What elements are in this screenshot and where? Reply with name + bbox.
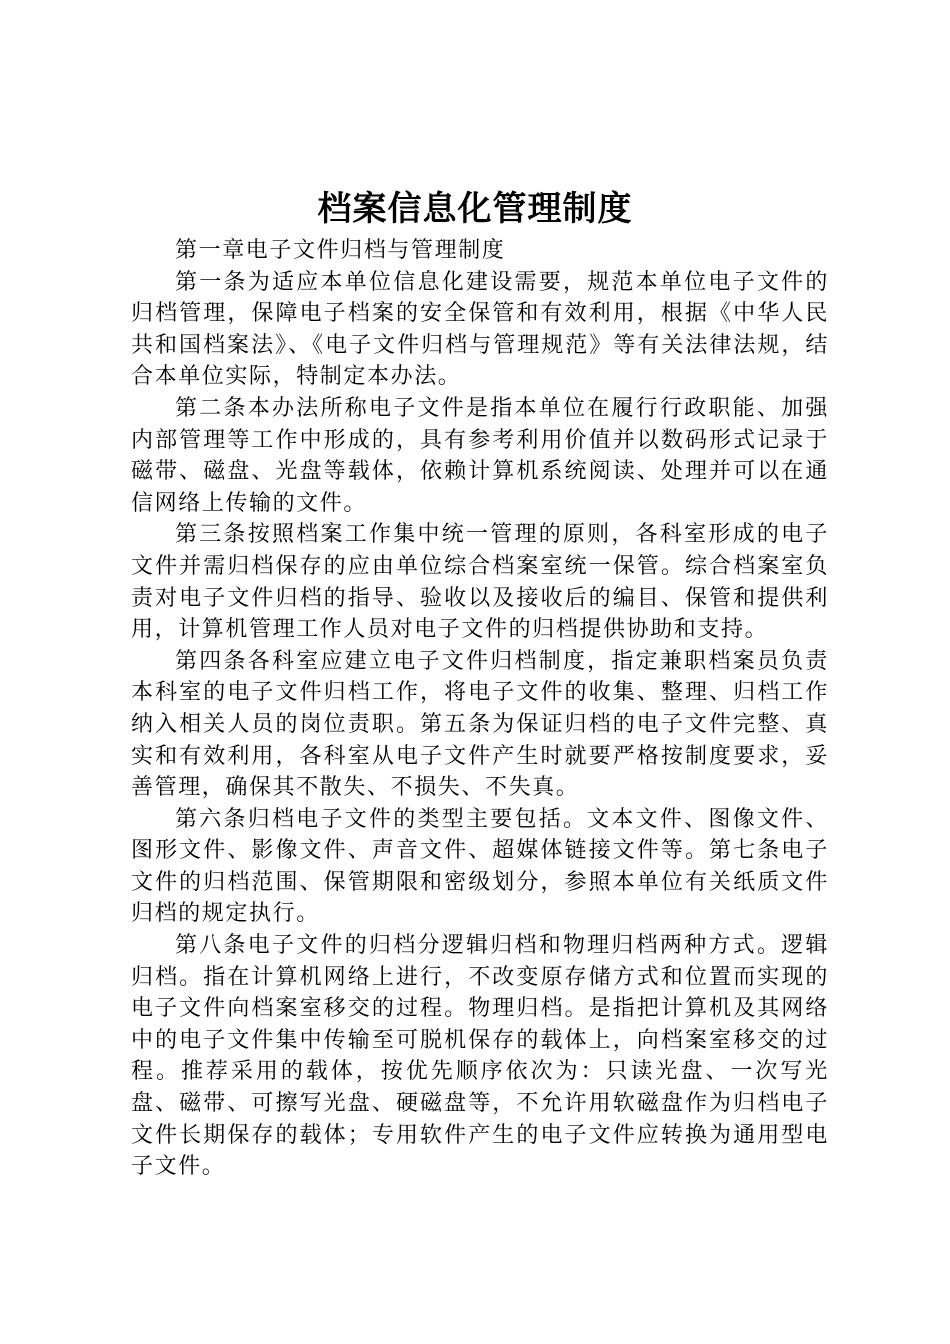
article-paragraph: 第四条各科室应建立电子文件归档制度，指定兼职档案员负责本科室的电子文件归档工作，将电子文件的收集、整理、归档工作纳入相关人员的岗位责职。第五条为保证归档的电子文件完整、真实和有效利用，各科室从电子文件产生时就要严格按制度要求，妥善管理，确保其不散失、不损失、不失真。 — [131, 648, 829, 801]
article-paragraph: 第六条归档电子文件的类型主要包括。文本文件、图像文件、图形文件、影像文件、声音文件、超媒体链接文件等。第七条电子文件的归档范围、保管期限和密级划分，参照本单位有关纸质文件归档的规定执行。 — [131, 806, 829, 927]
article-paragraph: 第二条本办法所称电子文件是指本单位在履行行政职能、加强内部管理等工作中形成的，具有参考利用价值并以数码形式记录于磁带、磁盘、光盘等载体，依赖计算机系统阅读、处理并可以在通信网络上传输的文件。 — [131, 395, 829, 516]
document-title: 档案信息化管理制度 — [317, 189, 633, 229]
article-paragraph: 第三条按照档案工作集中统一管理的原则，各科室形成的电子文件并需归档保存的应由单位综合档案室统一保管。综合档案室负责对电子文件归档的指导、验收以及接收后的编目、保管和提供利用，计算机管理工作人员对电子文件的归档提供协助和支持。 — [131, 522, 829, 643]
article-paragraph: 第八条电子文件的归档分逻辑归档和物理归档两种方式。逻辑归档。指在计算机网络上进行，不改变原存储方式和位置而实现的电子文件向档案室移交的过程。物理归档。是指把计算机及其网络中的电子文件集中传输至可脱机保存的载体上，向档案室移交的过程。推荐采用的载体，按优先顺序依次为：只读光盘、一次写光盘、磁带、可擦写光盘、硬磁盘等，不允许用软磁盘作为归档电子文件长期保存的载体；专用软件产生的电子文件应转换为通用型电子文件。 — [131, 933, 829, 1180]
document-body — [131, 235, 829, 1183]
article-paragraph: 第一条为适应本单位信息化建设需要，规范本单位电子文件的归档管理，保障电子档案的安全保管和有效利用，根据《中华人民共和国档案法》、《电子文件归档与管理规范》等有关法律法规，结合本单位实际，特制定本办法。 — [131, 269, 829, 390]
chapter-heading: 第一章电子文件归档与管理制度 — [175, 238, 506, 263]
